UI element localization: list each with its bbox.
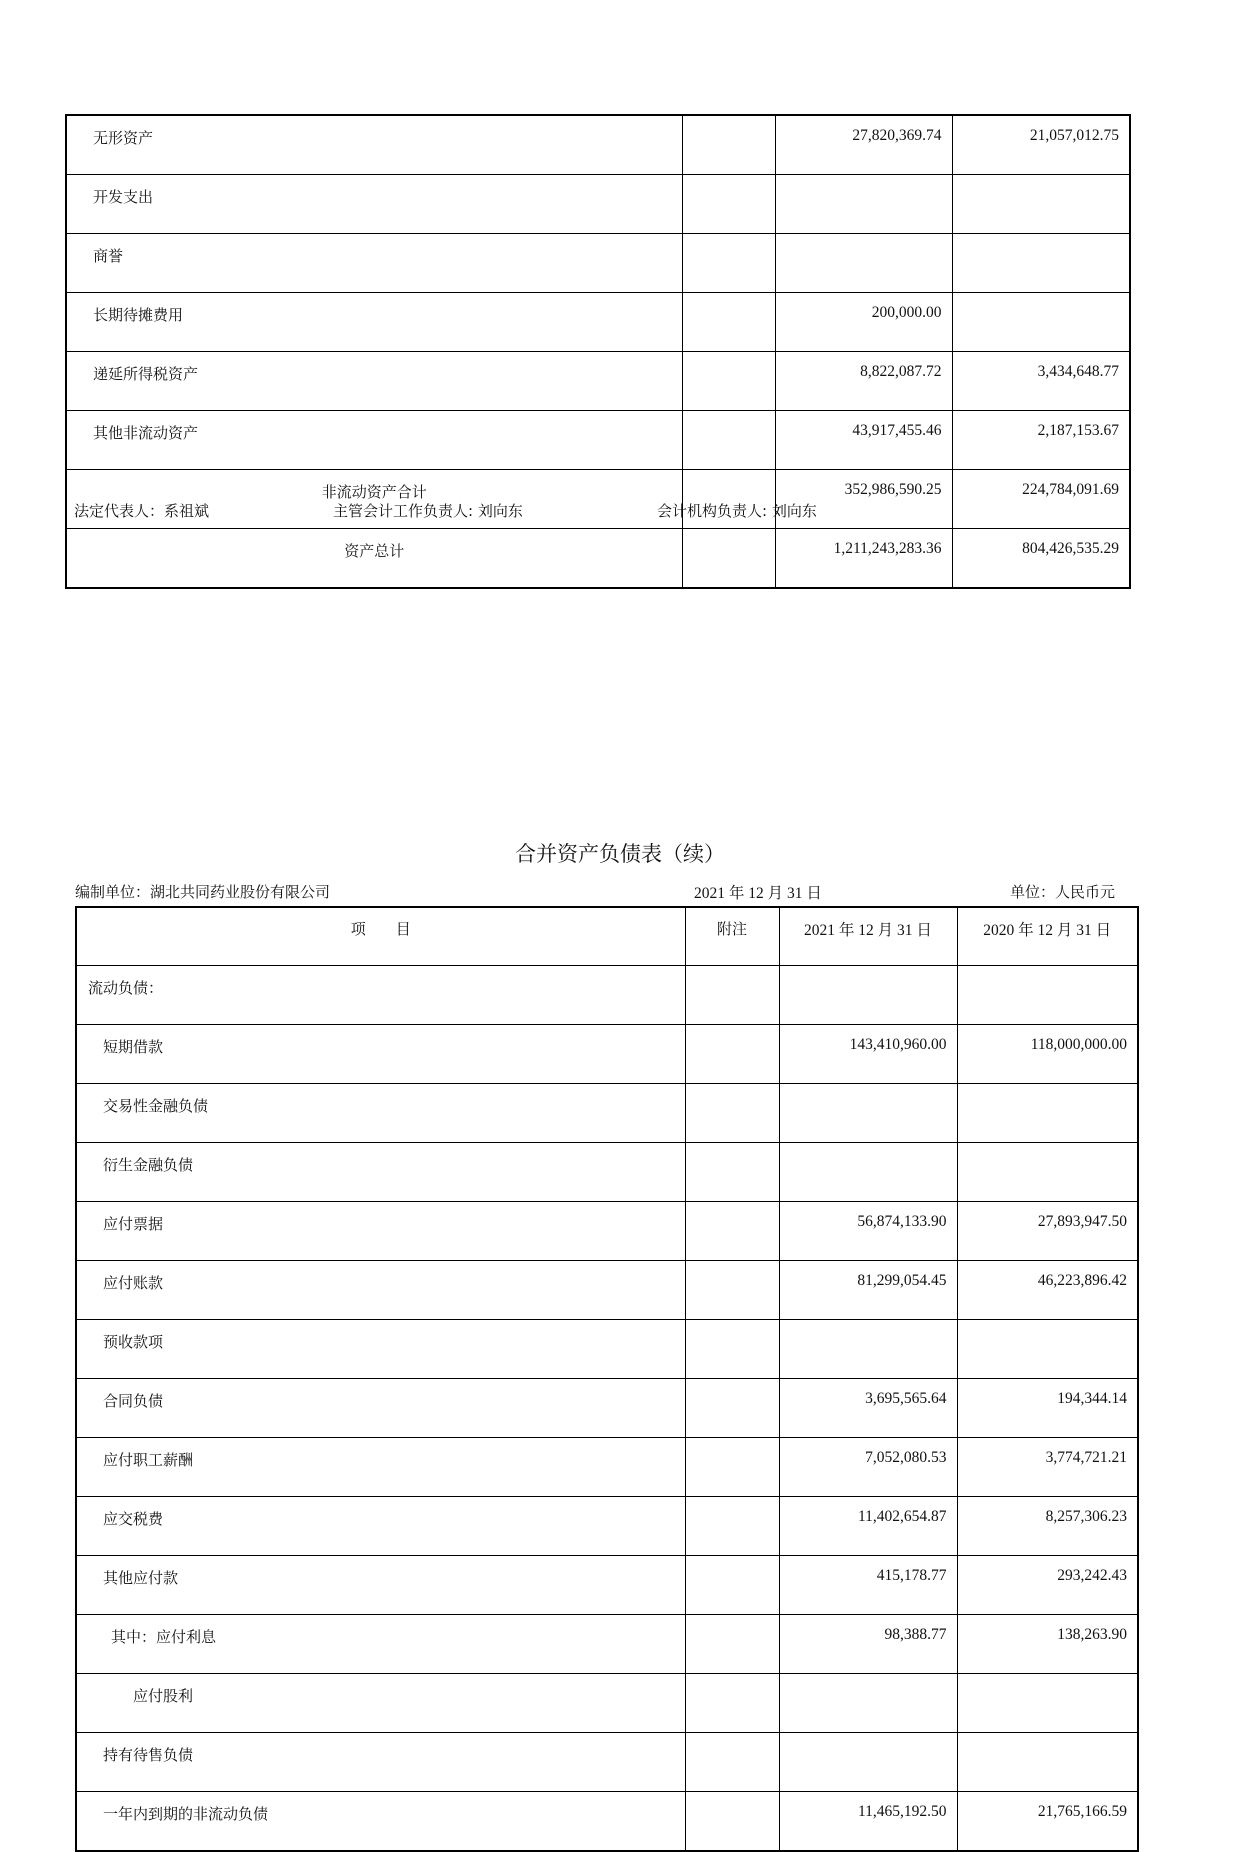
legal-representative: 法定代表人：系祖斌: [74, 502, 210, 520]
row-value-2020: [952, 293, 1130, 352]
row-label: 资产总计: [66, 529, 682, 589]
row-value-2021: [779, 966, 957, 1025]
page-title: 合并资产负债表（续）: [515, 842, 725, 866]
table-row: [66, 115, 1130, 175]
header-2020: 2020 年 12 月 31 日: [957, 907, 1138, 966]
row-note: [682, 115, 775, 175]
row-label: 应交税费: [76, 1497, 685, 1556]
row-value-2020: 8,257,306.23: [957, 1497, 1138, 1556]
liabilities-table: [75, 906, 1139, 1852]
row-value-2020: 138,263.90: [957, 1615, 1138, 1674]
row-value-2020: 194,344.14: [957, 1379, 1138, 1438]
accounting-org-head: 会计机构负责人: 刘向东: [657, 502, 817, 520]
row-value-2020: 27,893,947.50: [957, 1202, 1138, 1261]
row-note: [685, 966, 779, 1025]
row-value-2021: 56,874,133.90: [779, 1202, 957, 1261]
row-value-2020: [957, 966, 1138, 1025]
company-name: 编制单位：湖北共同药业股份有限公司: [75, 883, 331, 901]
row-value-2020: [957, 1733, 1138, 1792]
row-value-2021: 1,211,243,283.36: [775, 529, 952, 589]
table-row: [76, 1261, 1138, 1320]
row-value-2020: 804,426,535.29: [952, 529, 1130, 589]
row-label: 持有待售负债: [76, 1733, 685, 1792]
table-row: [66, 234, 1130, 293]
table-row: [76, 1497, 1138, 1556]
row-note: [685, 1379, 779, 1438]
row-value-2020: 21,765,166.59: [957, 1792, 1138, 1852]
row-value-2020: [952, 175, 1130, 234]
row-value-2021: [779, 1143, 957, 1202]
row-value-2021: 8,822,087.72: [775, 352, 952, 411]
table-row: [66, 293, 1130, 352]
row-label: 一年内到期的非流动负债: [76, 1792, 685, 1852]
row-value-2021: [779, 1733, 957, 1792]
row-note: [685, 1025, 779, 1084]
row-value-2020: 2,187,153.67: [952, 411, 1130, 470]
row-label: 开发支出: [66, 175, 682, 234]
row-label: 短期借款: [76, 1025, 685, 1084]
table-row: [76, 1733, 1138, 1792]
row-value-2021: [779, 1674, 957, 1733]
row-label: 应付账款: [76, 1261, 685, 1320]
row-label: 其他应付款: [76, 1556, 685, 1615]
header-2021: 2021 年 12 月 31 日: [779, 907, 957, 966]
header-item: 项 目: [76, 907, 685, 966]
row-label: 无形资产: [66, 115, 682, 175]
row-value-2020: 224,784,091.69: [952, 470, 1130, 529]
row-note: [685, 1733, 779, 1792]
row-value-2021: [779, 1084, 957, 1143]
row-label: 衍生金融负债: [76, 1143, 685, 1202]
row-note: [682, 175, 775, 234]
row-label: 其他非流动资产: [66, 411, 682, 470]
row-label: 应付职工薪酬: [76, 1438, 685, 1497]
row-note: [685, 1143, 779, 1202]
row-value-2021: [775, 175, 952, 234]
assets-table: [65, 114, 1131, 589]
row-note: [682, 352, 775, 411]
row-value-2020: [952, 234, 1130, 293]
row-note: [682, 411, 775, 470]
row-note: [685, 1202, 779, 1261]
row-note: [685, 1497, 779, 1556]
table-row: [66, 411, 1130, 470]
row-value-2020: [957, 1143, 1138, 1202]
table-row: [76, 1320, 1138, 1379]
row-note: [685, 1792, 779, 1852]
row-note: [682, 293, 775, 352]
row-label: 非流动资产合计: [66, 470, 682, 529]
row-label: 流动负债：: [76, 966, 685, 1025]
header-note: 附注: [685, 907, 779, 966]
table-row: [76, 1615, 1138, 1674]
row-note: [682, 234, 775, 293]
row-value-2021: 43,917,455.46: [775, 411, 952, 470]
row-value-2020: 3,774,721.21: [957, 1438, 1138, 1497]
row-note: [685, 1320, 779, 1379]
row-value-2020: 3,434,648.77: [952, 352, 1130, 411]
row-note: [685, 1084, 779, 1143]
table-row: [76, 1792, 1138, 1852]
table-row: [76, 1084, 1138, 1143]
row-note: [685, 1674, 779, 1733]
row-label: 长期待摊费用: [66, 293, 682, 352]
row-value-2020: 118,000,000.00: [957, 1025, 1138, 1084]
accounting-head: 主管会计工作负责人: 刘向东: [333, 502, 523, 520]
row-note: [685, 1438, 779, 1497]
report-date: 2021 年 12 月 31 日: [694, 885, 822, 902]
table-row: [76, 1202, 1138, 1261]
row-value-2020: [957, 1320, 1138, 1379]
currency-unit: 单位：人民币元: [1010, 883, 1116, 901]
table-row: [66, 470, 1130, 529]
row-label: 预收款项: [76, 1320, 685, 1379]
row-note: [685, 1615, 779, 1674]
row-label: 应付股利: [76, 1674, 685, 1733]
row-value-2021: [779, 1320, 957, 1379]
row-value-2021: 11,402,654.87: [779, 1497, 957, 1556]
table-row: [76, 966, 1138, 1025]
row-label: 应付票据: [76, 1202, 685, 1261]
row-value-2021: 415,178.77: [779, 1556, 957, 1615]
table-row: [66, 529, 1130, 589]
row-note: [685, 1261, 779, 1320]
row-value-2021: 352,986,590.25: [775, 470, 952, 529]
row-label: 递延所得税资产: [66, 352, 682, 411]
table-row: [76, 1556, 1138, 1615]
row-value-2021: 81,299,054.45: [779, 1261, 957, 1320]
row-note: [685, 1556, 779, 1615]
table-row: [66, 175, 1130, 234]
table-row: [76, 1438, 1138, 1497]
table-row: [76, 1025, 1138, 1084]
row-value-2021: 3,695,565.64: [779, 1379, 957, 1438]
row-value-2021: 143,410,960.00: [779, 1025, 957, 1084]
row-label: 其中：应付利息: [76, 1615, 685, 1674]
row-note: [682, 529, 775, 589]
row-value-2021: [775, 234, 952, 293]
row-value-2020: 46,223,896.42: [957, 1261, 1138, 1320]
row-value-2020: [957, 1674, 1138, 1733]
table-row: [66, 352, 1130, 411]
row-value-2021: 11,465,192.50: [779, 1792, 957, 1852]
row-label: 商誉: [66, 234, 682, 293]
row-label: 合同负债: [76, 1379, 685, 1438]
row-value-2021: 200,000.00: [775, 293, 952, 352]
table-row: [76, 1674, 1138, 1733]
table-row: [76, 1143, 1138, 1202]
row-value-2021: 98,388.77: [779, 1615, 957, 1674]
row-value-2020: 293,242.43: [957, 1556, 1138, 1615]
row-value-2021: 7,052,080.53: [779, 1438, 957, 1497]
row-value-2020: [957, 1084, 1138, 1143]
table-row: [76, 1379, 1138, 1438]
row-value-2020: 21,057,012.75: [952, 115, 1130, 175]
row-label: 交易性金融负债: [76, 1084, 685, 1143]
table-header-row: [76, 907, 1138, 966]
row-value-2021: 27,820,369.74: [775, 115, 952, 175]
